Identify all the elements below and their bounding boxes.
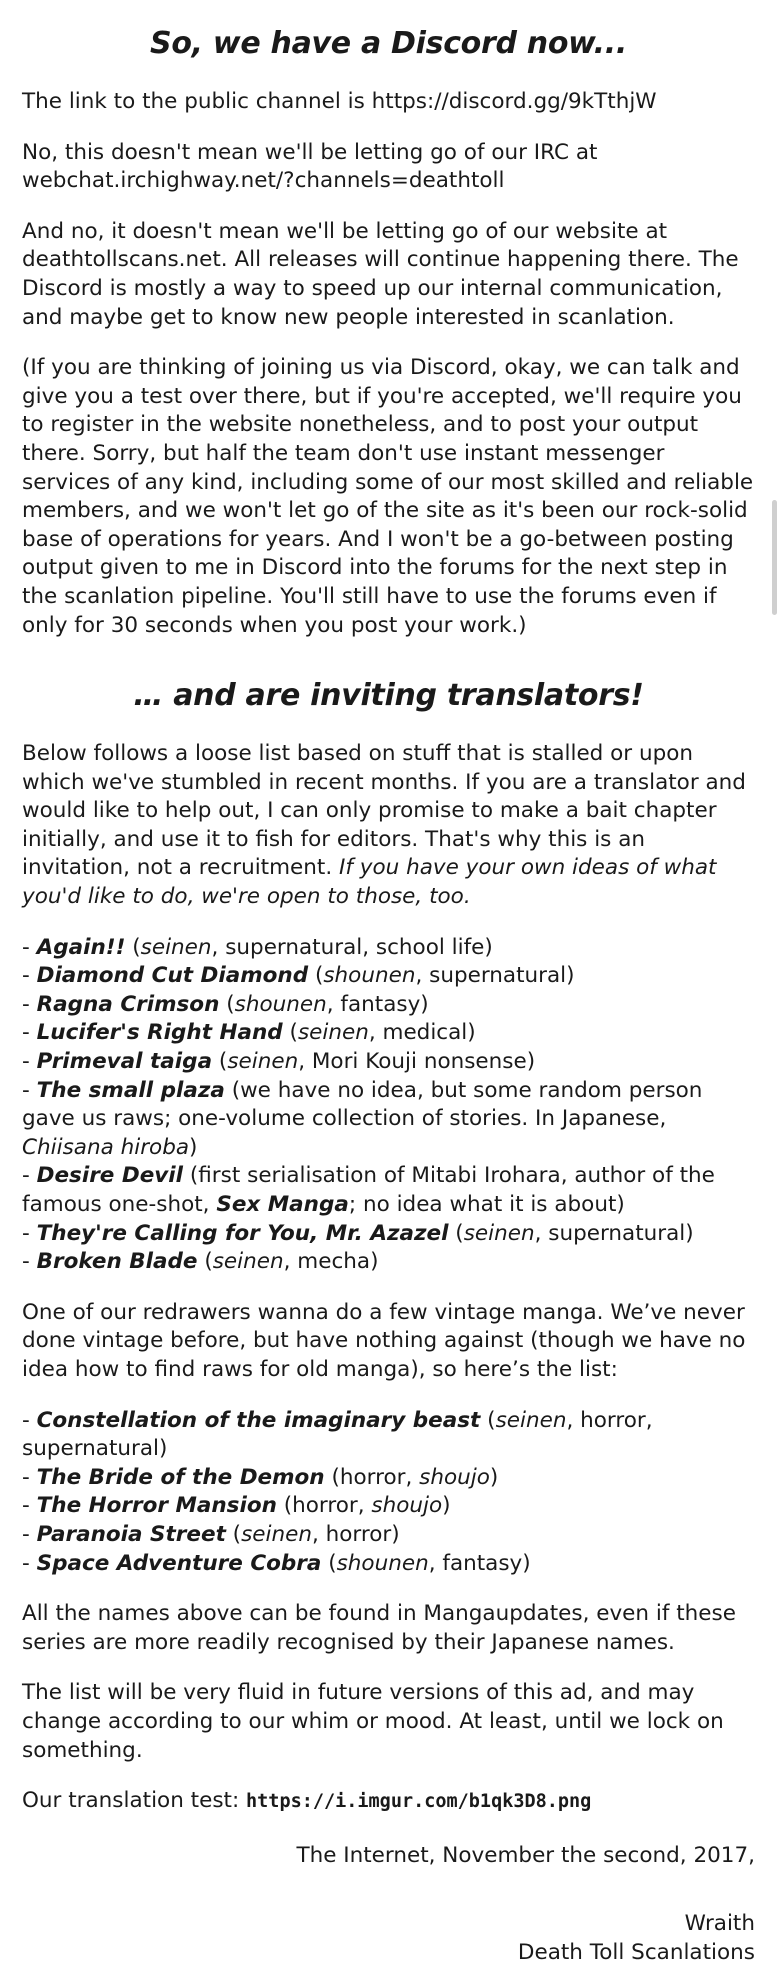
signature-date: The Internet, November the second, 2017,	[296, 1842, 755, 1868]
paragraph-joining: (If you are thinking of joining us via Discord, okay, we can talk and give you a test over there, but if you're accepted, we'll require you to register in the website nonetheless, and to post your output there. Sorry, but half the team don't use instant messenger services of any kind, including some of our most skilled and reliable members, and we won't let go of the site as it's been our rock-solid base of operations for years. And I won't be a go-between posting output given to me in Discord into the forums for the next step in the scanlation pipeline. You'll still have to use the forums even if only for 30 seconds when you post your work.)	[22, 355, 754, 638]
series-demographic: seinen	[140, 934, 212, 960]
list-dash: -	[22, 1493, 37, 1519]
list-dash: -	[22, 1550, 37, 1576]
series-demographic: seinen	[241, 1521, 312, 1547]
list-item	[22, 1019, 755, 1048]
list-item	[22, 1550, 755, 1579]
series-list-main	[22, 934, 755, 1277]
series-note-end: )	[189, 1134, 198, 1160]
paragraph-translation-test	[22, 1787, 755, 1816]
series-title: Again!!	[36, 934, 126, 960]
series-title: Ragna Crimson	[36, 991, 220, 1017]
list-dash: -	[22, 1077, 37, 1103]
series-paren-open: (	[219, 991, 235, 1017]
list-dash: -	[22, 1249, 37, 1275]
section-title-translators: … and are inviting translators!	[133, 678, 644, 714]
list-item	[22, 1220, 755, 1249]
series-note: (we have no idea, but some random person gave us raws; one-volume collection of stories. In Japanese,	[22, 1077, 703, 1132]
list-dash: -	[22, 1020, 37, 1046]
series-title: Diamond Cut Diamond	[36, 963, 309, 989]
series-japanese-title: Chiisana hiroba	[22, 1134, 190, 1160]
list-item	[22, 1492, 755, 1521]
series-demographic: shounen	[234, 991, 327, 1017]
series-paren-open: (	[282, 1020, 298, 1046]
series-title: Lucifer's Right Hand	[36, 1020, 283, 1046]
paragraph-invitation	[22, 740, 755, 912]
series-title: The Horror Mansion	[36, 1493, 277, 1519]
list-dash: -	[22, 1220, 37, 1246]
list-item	[22, 991, 755, 1020]
list-dash: -	[22, 1407, 37, 1433]
series-tags: , supernatural, school life)	[211, 934, 493, 960]
series-paren-open: (	[212, 1049, 228, 1075]
list-dash: -	[22, 1464, 37, 1490]
list-dash: -	[22, 1521, 37, 1547]
paragraph-fluid-list: The list will be very fluid in future versions of this ad, and may change according to our whim or mood. At least, until we lock on something.	[22, 1680, 724, 1763]
list-item	[22, 1521, 755, 1550]
series-demographic: seinen	[463, 1220, 535, 1246]
list-item	[22, 1162, 755, 1219]
signature-block	[22, 1910, 755, 1967]
list-dash: -	[22, 1163, 37, 1189]
series-paren-open: (	[321, 1550, 337, 1576]
list-item	[22, 1248, 755, 1277]
series-title: Broken Blade	[36, 1249, 198, 1275]
paragraph-irc: No, this doesn't mean we'll be letting go of our IRC at webchat.irchighway.net/?channels=deathtoll	[22, 139, 598, 194]
series-title: Space Adventure Cobra	[36, 1550, 322, 1576]
series-title: The small plaza	[36, 1077, 225, 1103]
series-tags: , horror)	[311, 1521, 400, 1547]
list-item	[22, 1407, 755, 1464]
series-title: Primeval taiga	[36, 1049, 213, 1075]
series-paren-open: (	[197, 1249, 213, 1275]
paragraph-website: And no, it doesn't mean we'll be letting go of our website at deathtollscans.net. All releases will continue happening there. The Discord is mostly a way to speed up our internal communication, and maybe get to know new people interested in scanlation.	[22, 218, 739, 330]
series-tags: , medical)	[368, 1020, 476, 1046]
series-demographic: seinen	[227, 1049, 299, 1075]
series-tags: , supernatural)	[534, 1220, 694, 1246]
series-paren-open: (	[480, 1407, 496, 1433]
series-referenced-work: Sex Manga	[216, 1192, 349, 1217]
series-paren-open: (	[308, 963, 324, 989]
series-demographic: shoujo	[419, 1464, 490, 1490]
series-list-vintage	[22, 1407, 755, 1579]
series-note-end: ; no idea what it is about)	[348, 1192, 625, 1217]
series-demographic: shounen	[323, 963, 416, 989]
invitation-text-italic: If you have your own ideas of what you'd like to do, we're open to those, too.	[22, 855, 717, 910]
list-dash: -	[22, 934, 37, 960]
series-title: Constellation of the imaginary beast	[36, 1407, 481, 1433]
list-item	[22, 934, 755, 963]
series-paren-open: (	[125, 934, 141, 960]
list-dash: -	[22, 963, 37, 989]
series-demographic: shoujo	[371, 1493, 443, 1519]
series-title: Desire Devil	[36, 1163, 184, 1189]
series-demographic: shounen	[336, 1550, 429, 1576]
series-paren-open: (horror,	[276, 1493, 372, 1519]
paragraph-discord-link: The link to the public channel is https://discord.gg/9kTthjW	[22, 89, 657, 114]
series-tags: , fantasy)	[428, 1550, 531, 1576]
series-demographic: seinen	[297, 1020, 369, 1046]
series-paren-open: (	[225, 1521, 242, 1547]
invitation-text: Below follows a loose list based on stuff that is stalled or upon which we've stumbled in recent months. If you are a translator and would like to help out, I can only promise to make a bait chapter initially, and use it to fish for editors. That's why this is an invitation, not a recruitment.	[22, 741, 746, 881]
series-title: The Bride of the Demon	[36, 1464, 325, 1490]
translation-test-label: Our translation test:	[22, 1788, 247, 1814]
list-item	[22, 1077, 755, 1163]
series-paren-open: (	[448, 1220, 464, 1246]
page-title: So, we have a Discord now...	[150, 26, 627, 61]
list-item	[22, 962, 755, 991]
signature-group: Death Toll Scanlations	[517, 1939, 755, 1965]
list-dash: -	[22, 1049, 37, 1075]
list-item	[22, 1464, 755, 1493]
series-tags: , supernatural)	[415, 963, 575, 989]
paragraph-vintage: One of our redrawers wanna do a few vintage manga. We’ve never done vintage before, but have nothing against (though we have no idea how to find raws for old manga), so here’s the list:	[22, 1299, 746, 1382]
paragraph-mangaupdates: All the names above can be found in Mangaupdates, even if these series are more readily recognised by their Japanese names.	[22, 1601, 736, 1655]
signature-name: Wraith	[684, 1911, 755, 1937]
series-tags: , Mori Kouji nonsense)	[298, 1049, 536, 1075]
series-tags: )	[442, 1493, 451, 1519]
series-tags: , mecha)	[283, 1249, 379, 1275]
series-paren-open: (horror,	[324, 1464, 420, 1490]
series-demographic: seinen	[212, 1249, 284, 1275]
list-item	[22, 1048, 755, 1077]
series-tags: , fantasy)	[326, 991, 429, 1017]
translation-test-url[interactable]: https://i.imgur.com/b1qk3D8.png	[246, 1791, 592, 1813]
list-dash: -	[22, 991, 37, 1017]
series-tags: , horror, supernatural)	[22, 1407, 653, 1462]
series-title: They're Calling for You, Mr. Azazel	[36, 1220, 449, 1246]
series-note: (first serialisation of Mitabi Irohara, author of the famous one-shot,	[22, 1163, 715, 1217]
scrollbar-thumb[interactable]	[772, 500, 777, 615]
series-demographic: seinen	[495, 1407, 567, 1433]
series-tags: )	[489, 1464, 499, 1490]
series-title: Paranoia Street	[36, 1521, 226, 1547]
